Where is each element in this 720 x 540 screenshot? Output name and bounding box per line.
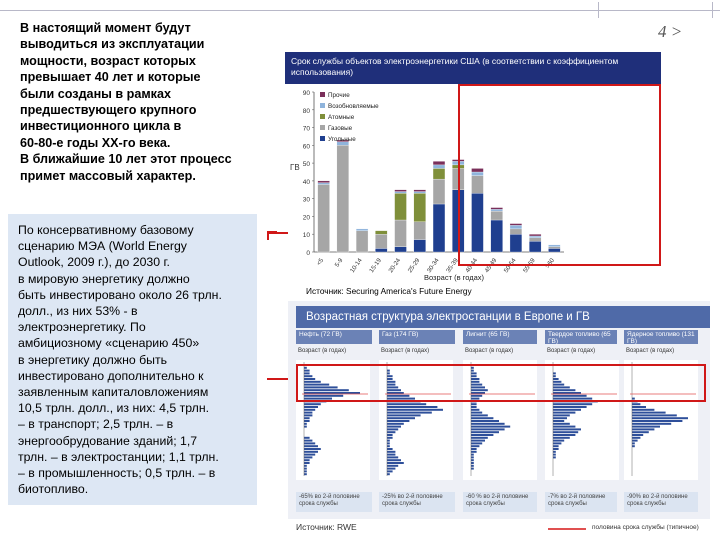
histogram-bar [387, 428, 398, 430]
highlight-rect-panel [296, 364, 706, 402]
histogram-bar [387, 451, 395, 453]
histogram-bar [387, 468, 395, 470]
histogram-bar [553, 442, 561, 444]
bar-segment [395, 190, 407, 192]
bar-segment [433, 165, 445, 169]
histogram-bar [471, 462, 474, 464]
histogram-bar [632, 414, 677, 416]
bar-segment [433, 179, 445, 204]
histogram-bar [553, 426, 575, 428]
intro-bold-text [20, 20, 270, 184]
histogram-bar [304, 420, 310, 422]
histogram-bar [304, 437, 310, 439]
histogram-bar [304, 440, 312, 442]
bold-text-line: 60-80-е годы ХХ-го века. [20, 135, 171, 150]
bar-segment [356, 231, 368, 252]
histogram-bar [471, 454, 474, 456]
body-text-line: в мировую энергетику должно [18, 271, 190, 286]
histogram-bar [304, 414, 312, 416]
x-tick-label: 15-19 [368, 257, 383, 275]
histogram-bar [553, 420, 564, 422]
legend-swatch [320, 103, 325, 108]
body-text-line: сценарию МЭА (World Energy [18, 239, 187, 254]
bar-segment [395, 220, 407, 247]
histogram-bar [632, 437, 640, 439]
histogram-bar [471, 403, 477, 405]
body-text-line: амбициозному «сценарию 450» [18, 336, 200, 351]
chart1-title: Срок службы объектов электроэнергетики США (в соответствии с коэффициентом использования) [285, 52, 661, 84]
panel-title: Возрастная структура электростанции в Европе и ГВ [296, 306, 710, 328]
body-text-line: в энергетику должно быть [18, 352, 168, 367]
bold-text-line: примет массовый характер. [20, 168, 196, 183]
panel-column-axis-label: Возраст (в годах) [298, 348, 347, 354]
histogram-bar [387, 462, 404, 464]
histogram-bar [632, 406, 646, 408]
histogram-bar [632, 445, 635, 447]
bold-text-line: В настоящий момент будут [20, 21, 191, 35]
histogram-bar [387, 406, 437, 408]
histogram-bar [304, 448, 321, 450]
bold-text-line: мощности, возраст которых [20, 53, 196, 68]
bar-segment [395, 247, 407, 252]
legend-label: Атомные [328, 114, 355, 121]
body-text-line: – в промышленность; 0,5 трлн. – в [18, 466, 216, 481]
body-text-line: 10,5 трлн. долл., из них: 4,5 трлн. [18, 401, 210, 416]
bar-segment [414, 192, 426, 194]
bold-text-line: предшествующего крупного [20, 103, 197, 118]
histogram-bar [632, 431, 649, 433]
x-tick-label: 45-49 [483, 257, 499, 275]
histogram-bar [387, 431, 395, 433]
histogram-bar [304, 426, 307, 428]
histogram-bar [387, 454, 395, 456]
histogram-bar [471, 409, 479, 411]
histogram-bar [387, 445, 390, 447]
histogram-bar [304, 417, 310, 419]
body-text-line: заявленным капиталовложениям [18, 385, 209, 400]
x-tick-label: >60 [544, 257, 557, 270]
bold-text-line: инвестиционного цикла в [20, 119, 182, 134]
histogram-bar [304, 412, 312, 414]
histogram-bar [632, 442, 635, 444]
body-text-line: долл., из них 53% - в [18, 304, 138, 319]
body-text-line: По консервативному базовому [18, 223, 194, 237]
x-tick-label: 50-54 [502, 257, 518, 275]
histogram-bar [471, 459, 474, 461]
histogram-bar [387, 414, 421, 416]
histogram-bar [553, 423, 570, 425]
histogram-bar [553, 456, 556, 458]
panel-column-footer: -65% во 2-й половине срока службы [296, 492, 372, 512]
x-tick-label: 40-44 [464, 257, 480, 275]
y-tick-label: 80 [302, 107, 310, 115]
histogram-bar [471, 456, 474, 458]
legend-swatch [320, 114, 325, 119]
legend-label: Угольные [328, 136, 356, 143]
histogram-bar [471, 442, 482, 444]
body-text-line: инвестировано дополнительно к [18, 368, 204, 383]
histogram-bar [304, 454, 315, 456]
histogram-bar [387, 409, 443, 411]
histogram-bar [553, 434, 575, 436]
histogram-bar [632, 403, 640, 405]
panel-column-footer: -90% во 2-й половине срока службы [624, 492, 698, 512]
histogram-bar [471, 423, 505, 425]
panel-column-header: Лигнит (65 ГВ) [463, 330, 537, 344]
panel-column-footer: -7% во 2-й половине срока службы [545, 492, 617, 512]
histogram-bar [471, 468, 474, 470]
histogram-bar [387, 470, 393, 472]
panel-column-axis-label: Возраст (в годах) [465, 348, 514, 354]
bar-segment [433, 161, 445, 165]
histogram-bar [304, 473, 307, 475]
histogram-bar [553, 428, 581, 430]
histogram-bar [553, 431, 578, 433]
body-text-line: быть инвестировано около 26 трлн. [18, 287, 222, 302]
bar-segment [414, 222, 426, 240]
histogram-bar [387, 412, 432, 414]
legend-label: Газовые [328, 125, 353, 132]
histogram-bar [304, 406, 318, 408]
bar-segment [433, 168, 445, 179]
bar-segment [337, 145, 349, 252]
histogram-bar [471, 451, 477, 453]
histogram-bar [553, 448, 559, 450]
y-tick-label: 0 [306, 250, 310, 257]
histogram-bar [471, 448, 477, 450]
histogram-bar [471, 440, 485, 442]
histogram-bar [471, 445, 479, 447]
panel-column-header: Твердое топливо (65 ГВ) [545, 330, 617, 344]
histogram-bar [553, 412, 575, 414]
x-tick-label: 55-59 [521, 257, 537, 275]
histogram-bar [471, 426, 510, 428]
y-axis-label: ГВ [290, 163, 300, 172]
histogram-bar [471, 406, 477, 408]
histogram-bar [304, 451, 318, 453]
histogram-bar [632, 409, 654, 411]
bar-segment [318, 181, 330, 183]
histogram-bar [553, 445, 559, 447]
histogram-bar [632, 423, 671, 425]
y-tick-label: 50 [302, 161, 310, 169]
histogram-bar [553, 440, 564, 442]
histogram-bar [387, 403, 426, 405]
panel-column-header: Нефть (72 ГВ) [296, 330, 372, 344]
panel-column-footer: -60 % во 2-й половине срока службы [463, 492, 537, 512]
x-axis-label: Возраст (в годах) [423, 273, 485, 282]
half-life-legend-text: половина срока службы (типичное) [592, 524, 699, 531]
bold-text-line: В ближайшие 10 лет этот процесс [20, 152, 232, 167]
body-text-line: Outlook, 2009 г.), до 2030 г. [18, 255, 170, 270]
histogram-bar [553, 403, 592, 405]
histogram-bar [304, 459, 310, 461]
panel-source: Источник: RWE [296, 522, 357, 532]
chart1-source: Источник: Securing America's Future Energy [306, 286, 472, 296]
histogram-bar [632, 412, 666, 414]
histogram-bar [471, 465, 474, 467]
histogram-bar [304, 456, 312, 458]
histogram-bar [471, 414, 488, 416]
histogram-bar [387, 473, 390, 475]
bar-segment [318, 184, 330, 252]
bar-segment [375, 248, 387, 252]
legend-swatch [320, 92, 325, 97]
x-tick-label: 20-24 [387, 257, 403, 275]
histogram-bar [304, 445, 318, 447]
histogram-bar [304, 403, 321, 405]
histogram-bar [471, 417, 493, 419]
top-divider-tick [598, 2, 599, 18]
top-divider-line [0, 10, 720, 11]
legend-label: Возобновляемые [328, 103, 379, 110]
histogram-bar [387, 448, 393, 450]
histogram-bar [387, 465, 398, 467]
body-text-line: – в транспорт; 2,5 трлн. – в [18, 417, 174, 432]
x-tick-label: 5-9 [333, 257, 345, 269]
x-tick-label: 25-29 [406, 257, 422, 275]
slide-number: 4 > [658, 22, 683, 41]
y-tick-label: 70 [302, 125, 310, 133]
histogram-bar [304, 462, 310, 464]
panel-column-footer: -25% во 2-й половине срока службы [379, 492, 455, 512]
histogram-bar [387, 434, 393, 436]
bar-segment [414, 193, 426, 221]
bar-segment [414, 240, 426, 252]
histogram-bar [471, 420, 499, 422]
histogram-bar [304, 409, 315, 411]
y-tick-label: 90 [302, 90, 310, 97]
bar-segment [375, 231, 387, 235]
y-tick-label: 20 [302, 214, 310, 222]
histogram-bar [304, 442, 315, 444]
histogram-bar [304, 465, 307, 467]
body-text-line: энергообрудование зданий; 1,7 [18, 433, 198, 448]
histogram-bar [387, 440, 390, 442]
histogram-bar [387, 426, 401, 428]
bar-segment [414, 190, 426, 192]
bar-segment [395, 192, 407, 194]
histogram-bar [304, 468, 307, 470]
histogram-bar [553, 451, 556, 453]
x-tick-label: 35-39 [445, 257, 460, 275]
histogram-bar [471, 437, 488, 439]
histogram-bar [553, 454, 556, 456]
legend-swatch [320, 125, 325, 130]
histogram-bar [387, 423, 404, 425]
histogram-bar [387, 437, 393, 439]
legend-swatch [320, 136, 325, 141]
bold-text-line: превышает 40 лет и которые [20, 70, 201, 85]
histogram-bar [632, 434, 643, 436]
bar-segment [356, 229, 368, 231]
bar-segment [395, 193, 407, 220]
y-tick-label: 40 [302, 178, 310, 186]
bar-segment [433, 204, 445, 252]
y-tick-label: 10 [302, 232, 310, 240]
histogram-bar [553, 417, 567, 419]
histogram-bar [387, 420, 409, 422]
histogram-bar [471, 431, 499, 433]
histogram-bar [304, 470, 307, 472]
histogram-bar [304, 423, 307, 425]
investment-text-box [8, 214, 257, 505]
panel-column-header: Газ (174 ГВ) [379, 330, 455, 344]
histogram-bar [632, 426, 660, 428]
bold-text-line: были созданы в рамках [20, 86, 171, 101]
histogram-bar [471, 434, 493, 436]
histogram-bar [387, 456, 398, 458]
histogram-bar [553, 409, 581, 411]
highlight-rect-chart1 [458, 84, 661, 266]
histogram-bar [553, 414, 570, 416]
histogram-bar [553, 406, 587, 408]
histogram-bar [632, 440, 638, 442]
body-text-line: трлн. – в электростанции; 1,1 трлн. [18, 449, 219, 464]
histogram-bar [471, 412, 482, 414]
x-tick-label: 10-14 [348, 257, 364, 275]
body-text-line: биотопливо. [18, 482, 89, 497]
body-text-line: электроэнергетику. По [18, 320, 146, 335]
top-divider-tick [712, 2, 713, 18]
histogram-bar [471, 428, 505, 430]
histogram-bar [387, 459, 401, 461]
histogram-bar [387, 442, 390, 444]
x-tick-label: <5 [315, 257, 326, 267]
histogram-bar [632, 428, 654, 430]
panel-column-axis-label: Возраст (в годах) [381, 348, 430, 354]
half-life-legend-line [548, 528, 586, 530]
histogram-bar [632, 417, 688, 419]
bold-text-line: выводиться из эксплуатации [20, 37, 205, 52]
bar-segment [375, 234, 387, 248]
panel-column-axis-label: Возраст (в годах) [626, 348, 675, 354]
histogram-bar [553, 437, 570, 439]
y-tick-label: 60 [302, 143, 310, 151]
panel-column-axis-label: Возраст (в годах) [547, 348, 596, 354]
legend-label: Прочие [328, 92, 350, 99]
bar-segment [318, 183, 330, 185]
histogram-bar [632, 420, 682, 422]
histogram-bar [387, 417, 415, 419]
y-tick-label: 30 [302, 196, 310, 204]
panel-column-header: Ядерное топливо (131 ГВ) [624, 330, 698, 344]
x-tick-label: 30-34 [425, 257, 441, 275]
